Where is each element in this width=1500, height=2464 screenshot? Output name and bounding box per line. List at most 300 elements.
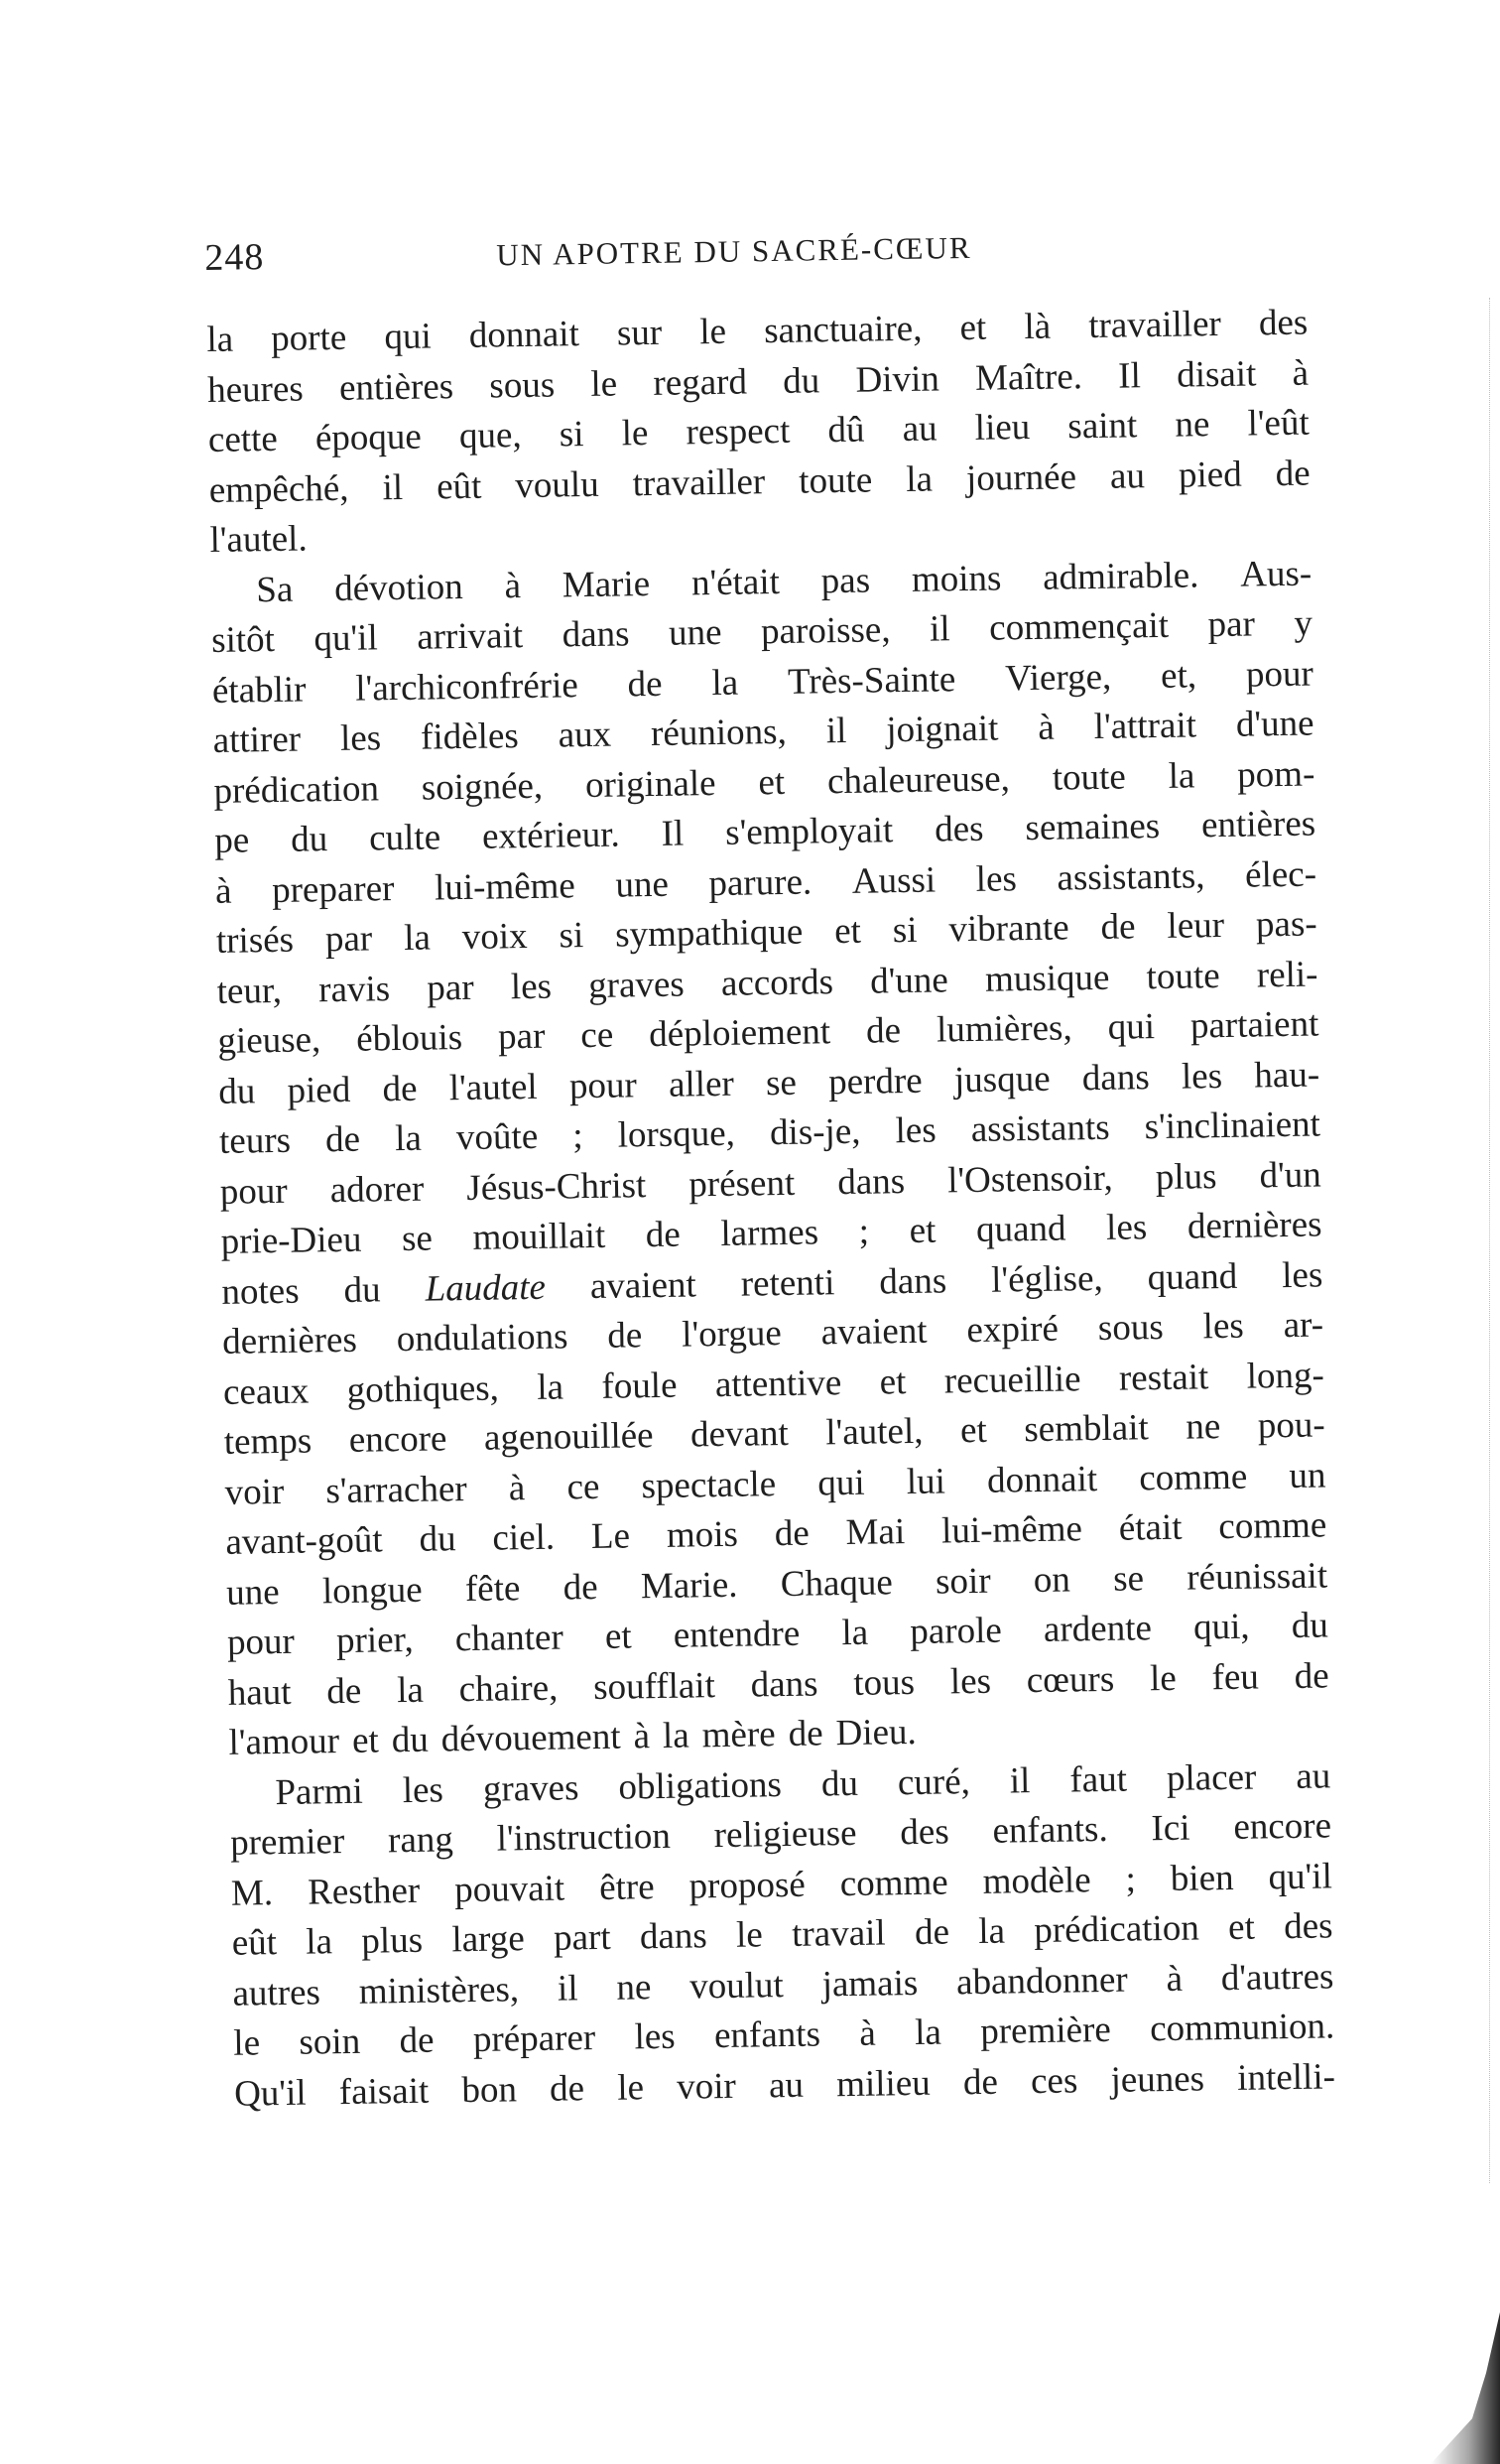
word: du <box>217 1070 256 1112</box>
word: si <box>559 414 584 455</box>
word: accords <box>720 961 834 1004</box>
word: l'eût <box>1247 402 1311 445</box>
word: et <box>758 761 786 803</box>
word: la <box>662 1715 690 1756</box>
word: pas <box>820 560 871 601</box>
word: de <box>962 2061 999 2103</box>
word: dans <box>639 1915 708 1958</box>
word: partaient <box>1189 1003 1319 1047</box>
word: et <box>604 1616 632 1657</box>
word: pour <box>568 1064 638 1106</box>
word: se <box>765 1062 798 1103</box>
word: Vierge, <box>1004 656 1112 699</box>
word: ardente <box>1043 1608 1153 1650</box>
word: à <box>504 565 522 606</box>
word: Marie <box>562 563 651 605</box>
word: qui <box>1107 1006 1156 1048</box>
word: eût <box>231 1922 278 1964</box>
word: du <box>391 1719 430 1761</box>
word: sous <box>1097 1306 1165 1350</box>
word: dans <box>836 1160 906 1203</box>
word: Très-Sainte <box>787 658 956 703</box>
word: curé, <box>897 1760 971 1803</box>
word: culte <box>368 817 441 859</box>
word: Laudate <box>425 1266 547 1310</box>
word: dis-je, <box>769 1110 861 1154</box>
word: pom- <box>1236 753 1315 796</box>
word: ondulations <box>396 1316 568 1361</box>
word: respect <box>686 410 791 454</box>
word: gothiques, <box>346 1367 500 1411</box>
word: à <box>633 1716 651 1757</box>
word: le <box>590 363 618 405</box>
word: dévouement <box>440 1716 621 1760</box>
word: Qu'il <box>233 2072 307 2115</box>
body-text <box>206 299 1335 2120</box>
word: les <box>895 1109 937 1152</box>
word: les <box>634 2015 676 2058</box>
word: avant-goût <box>225 1519 383 1563</box>
word: chanter <box>454 1617 564 1660</box>
word: l'instruction <box>496 1815 672 1860</box>
word: la <box>305 1921 333 1963</box>
word: la <box>206 319 234 360</box>
word: expiré <box>966 1308 1060 1352</box>
word: Jésus-Christ <box>466 1164 647 1209</box>
word: que, <box>458 415 522 457</box>
word: donnait <box>468 314 580 356</box>
word: là <box>1024 306 1052 348</box>
word: entières <box>1200 803 1316 846</box>
word: à <box>1037 707 1056 748</box>
word: cette <box>207 418 279 460</box>
word: d'une <box>1235 703 1314 745</box>
word: les <box>510 966 553 1007</box>
word: Marie. <box>640 1564 738 1607</box>
word: semblait <box>1024 1407 1150 1451</box>
word: du <box>820 1762 859 1804</box>
running-title: UN APOTRE DU SACRÉ-CŒUR <box>496 229 972 273</box>
word: long- <box>1246 1354 1325 1397</box>
word: à <box>508 1467 526 1508</box>
word: plus <box>1155 1155 1217 1198</box>
word: Le <box>590 1515 631 1558</box>
page-edge-mark <box>1488 298 1490 2183</box>
word: trisés <box>215 919 295 962</box>
word: l'attrait <box>1093 705 1197 747</box>
word: saint <box>1067 405 1138 448</box>
word: la <box>396 1669 425 1711</box>
word: la <box>394 1117 423 1160</box>
word: notes <box>221 1270 300 1313</box>
word: Aussi <box>851 859 937 902</box>
word: communion. <box>1149 2006 1335 2050</box>
word: heures <box>206 367 305 411</box>
word: hau- <box>1254 1053 1320 1096</box>
word: le <box>616 2066 645 2109</box>
running-header <box>204 219 1305 296</box>
word: réunissait <box>1186 1554 1328 1599</box>
word: part <box>553 1916 611 1959</box>
word: sous <box>489 363 556 407</box>
word: ces <box>1030 2059 1078 2102</box>
word: quand <box>1147 1255 1238 1298</box>
word: comme <box>1218 1504 1327 1548</box>
word: l'autel. <box>209 518 308 561</box>
word: de <box>865 1010 902 1052</box>
word: et <box>1227 1906 1256 1949</box>
word: mois <box>666 1513 739 1556</box>
word: de <box>627 663 663 705</box>
word: chaleureuse, <box>826 757 1011 802</box>
word: Il <box>1117 354 1142 397</box>
word: ne <box>1185 1406 1221 1448</box>
word: du <box>290 819 328 860</box>
word: la <box>711 662 739 704</box>
word: milieu <box>835 2062 932 2105</box>
word: ce <box>566 1466 600 1507</box>
word: parole <box>910 1610 1003 1653</box>
word: au <box>1295 1754 1331 1797</box>
word: semaines <box>1025 805 1161 849</box>
word: sanctuaire, <box>763 308 923 352</box>
word: dans <box>1081 1056 1150 1099</box>
word: retenti <box>740 1261 835 1305</box>
word: de <box>549 2067 585 2110</box>
word: spectacle <box>641 1463 777 1506</box>
word: preparer <box>271 867 395 911</box>
word: prédication <box>1034 1907 1200 1952</box>
word: sur <box>616 312 663 354</box>
word: ceaux <box>222 1370 310 1413</box>
word: l'église, <box>990 1257 1104 1301</box>
word: époque <box>314 416 423 459</box>
word: de <box>382 1068 418 1109</box>
word: graves <box>587 964 686 1006</box>
word: assistants, <box>1057 854 1205 899</box>
word: voix <box>461 915 528 959</box>
word: la <box>914 2011 942 2053</box>
word: lui-même <box>940 1508 1083 1552</box>
word: des <box>934 808 984 850</box>
word: longue <box>321 1569 423 1612</box>
word: journée <box>965 455 1077 499</box>
word: l'orgue <box>681 1313 783 1356</box>
word: pour <box>226 1621 296 1663</box>
word: le <box>699 311 727 353</box>
word: eût <box>436 465 482 507</box>
word: d'une <box>869 959 949 1002</box>
word: par <box>324 918 373 961</box>
word: les <box>1281 1253 1323 1296</box>
word: arrivait <box>416 615 524 658</box>
word: et, <box>1160 654 1197 697</box>
word: enfants <box>713 2013 821 2057</box>
word: travail <box>791 1912 886 1955</box>
word: haut <box>227 1671 292 1714</box>
word: pou- <box>1257 1404 1325 1447</box>
word: un <box>1289 1454 1326 1496</box>
word: à <box>1166 1958 1184 2000</box>
word: s'arracher <box>325 1468 467 1511</box>
word: lui-même <box>434 864 576 908</box>
paragraph <box>229 1751 1335 2120</box>
word: préparer <box>472 2017 596 2060</box>
word: lui <box>906 1460 946 1502</box>
word: l'autel, <box>825 1410 924 1454</box>
word: éblouis <box>355 1017 463 1060</box>
word: M. <box>230 1872 274 1914</box>
word: de <box>1100 906 1136 948</box>
word: les <box>339 717 382 759</box>
word: ne <box>616 1966 652 2009</box>
word: pour <box>219 1170 289 1213</box>
word: fête <box>464 1567 521 1610</box>
word: enfants. <box>992 1808 1108 1852</box>
word: feu <box>1211 1656 1260 1698</box>
word: restait <box>1118 1356 1209 1399</box>
word: être <box>598 1866 655 1908</box>
word: les <box>949 1660 992 1702</box>
page-edge-shadow <box>1431 2312 1500 2464</box>
word: prédication <box>213 767 380 812</box>
word: Chaque <box>780 1561 894 1605</box>
word: Mai <box>845 1511 906 1554</box>
paragraph <box>206 299 1312 567</box>
word: Aus- <box>1239 553 1312 595</box>
word: Divin <box>855 357 940 401</box>
word: le <box>1149 1657 1178 1699</box>
word: prier, <box>335 1619 414 1662</box>
word: joignait <box>885 708 999 751</box>
word: déploiement <box>648 1011 831 1056</box>
word: l'amour <box>228 1721 340 1763</box>
word: par <box>427 967 474 1009</box>
word: premier <box>229 1821 345 1864</box>
word: plus <box>361 1919 424 1962</box>
word: bien <box>1170 1857 1234 1899</box>
word: ce <box>580 1014 614 1057</box>
word: ne <box>1175 404 1210 446</box>
word: présent <box>688 1162 796 1205</box>
word: pour <box>1245 653 1314 696</box>
word: qu'il <box>313 617 379 660</box>
word: la <box>841 1612 869 1654</box>
word: modèle <box>982 1859 1091 1902</box>
word: élec- <box>1244 852 1317 896</box>
word: ciel. <box>492 1516 556 1559</box>
word: les <box>402 1768 444 1811</box>
word: la <box>905 458 934 500</box>
word: il <box>557 1967 578 2010</box>
word: des <box>1258 302 1309 344</box>
word: s'inclinaient <box>1144 1103 1321 1148</box>
word: ravis <box>317 968 391 1010</box>
word: rang <box>387 1819 454 1862</box>
word: Sa <box>256 569 294 610</box>
word: cœurs <box>1026 1658 1115 1701</box>
word: et <box>879 1361 907 1402</box>
word: jamais <box>821 1962 919 2005</box>
word: abandonner <box>955 1959 1128 2003</box>
word: voir <box>224 1471 285 1513</box>
word: et <box>909 1210 937 1251</box>
word: chaire, <box>458 1667 559 1710</box>
word: graves <box>482 1766 579 1810</box>
word: de <box>645 1214 682 1256</box>
word: aller <box>668 1063 735 1105</box>
word: parure. <box>708 860 812 904</box>
paragraph <box>210 549 1330 1768</box>
word: Resther <box>307 1870 421 1913</box>
word: dévotion <box>333 566 463 609</box>
word: donnait <box>986 1458 1098 1501</box>
word: sympathique <box>614 911 804 956</box>
word: des <box>900 1811 950 1854</box>
word: dans <box>879 1259 947 1302</box>
word: agenouillée <box>483 1415 654 1459</box>
word: admirable. <box>1042 554 1199 598</box>
word: prie-Dieu <box>220 1219 362 1262</box>
word: ; <box>858 1211 870 1252</box>
word: vibrante <box>948 907 1069 951</box>
word: comme <box>839 1861 948 1904</box>
word: n'était <box>690 561 781 603</box>
word: voulut <box>688 1964 785 2008</box>
word: il <box>825 710 847 752</box>
word: teurs <box>218 1119 292 1162</box>
word: de <box>399 2019 435 2062</box>
word: dans <box>750 1662 818 1706</box>
word: regard <box>653 360 748 404</box>
word: adorer <box>329 1168 425 1211</box>
word: gieuse, <box>217 1019 321 1062</box>
word: encore <box>1233 1805 1332 1848</box>
word: au <box>902 408 938 450</box>
word: de <box>1294 1654 1329 1697</box>
word: au <box>768 2064 805 2106</box>
word: du <box>343 1268 381 1311</box>
word: de <box>324 1118 361 1161</box>
word: les <box>1181 1055 1223 1098</box>
word: lumières, <box>936 1007 1072 1051</box>
word: par <box>1207 603 1256 646</box>
word: et <box>959 1409 988 1452</box>
word: du <box>1291 1605 1329 1646</box>
word: de <box>326 1670 362 1712</box>
word: ar- <box>1283 1304 1324 1347</box>
word: de <box>914 1911 950 1953</box>
word: lorsque, <box>617 1112 736 1156</box>
word: se <box>401 1218 434 1260</box>
word: toute <box>798 458 873 502</box>
word: devant <box>689 1412 790 1456</box>
word: à <box>214 870 232 912</box>
word: tous <box>852 1661 916 1704</box>
word: soir <box>935 1560 991 1603</box>
word: dernières <box>1187 1204 1322 1247</box>
word: s'employait <box>724 810 894 853</box>
word: ministères, <box>358 1968 520 2012</box>
word: à <box>1292 352 1310 394</box>
page-number: 248 <box>204 236 265 279</box>
word: le <box>233 2022 261 2064</box>
word: empêché, <box>208 467 349 511</box>
word: placer <box>1166 1756 1257 1799</box>
word: lieu <box>974 406 1031 449</box>
word: d'un <box>1259 1153 1322 1196</box>
word: foule <box>601 1364 678 1407</box>
word: qui, <box>1192 1606 1250 1648</box>
word: voulu <box>515 463 599 506</box>
word: commençait <box>988 604 1170 649</box>
word: il <box>382 466 404 508</box>
word: comme <box>1138 1456 1248 1498</box>
word: y <box>1294 602 1313 644</box>
word: Ici <box>1151 1807 1190 1850</box>
word: de <box>607 1315 643 1357</box>
word: voûte <box>455 1115 539 1159</box>
word: les <box>1105 1207 1148 1248</box>
word: encore <box>348 1418 447 1461</box>
word: larmes <box>720 1212 819 1254</box>
word: établir <box>211 668 307 712</box>
word: de <box>774 1512 811 1555</box>
word: qui <box>817 1462 865 1503</box>
word: mouillait <box>472 1215 606 1258</box>
word: si <box>892 909 918 952</box>
word: reli- <box>1256 953 1318 995</box>
word: pas- <box>1255 903 1317 946</box>
word: attentive <box>714 1362 842 1405</box>
word: le <box>621 413 649 454</box>
word: aux <box>558 713 612 756</box>
word: avaient <box>820 1310 928 1354</box>
word: réunions, <box>650 711 788 755</box>
word: ; <box>571 1115 583 1157</box>
word: dû <box>827 409 865 452</box>
word: porte <box>270 317 347 359</box>
word: avaient <box>589 1263 697 1307</box>
word: une <box>225 1571 280 1614</box>
word: par <box>497 1015 546 1058</box>
word: sitôt <box>210 618 276 661</box>
word: la <box>977 1910 1006 1952</box>
word: fidèles <box>420 715 520 758</box>
word: bon <box>461 2068 518 2111</box>
word: jeunes <box>1110 2057 1205 2101</box>
word: extérieur. <box>481 814 621 857</box>
word: assistants <box>970 1106 1110 1150</box>
word: dernières <box>221 1319 358 1362</box>
word: soignée, <box>421 765 544 809</box>
word: toute <box>1146 955 1220 997</box>
word: pied <box>1178 454 1242 496</box>
word: soin <box>299 2020 361 2063</box>
word: à <box>859 2012 877 2054</box>
word: intelli- <box>1236 2055 1336 2099</box>
word: recueillie <box>943 1358 1081 1401</box>
word: la <box>403 917 432 959</box>
word: religieuse <box>713 1812 857 1857</box>
word: attirer <box>212 718 302 761</box>
word: moins <box>911 557 1002 600</box>
word: proposé <box>688 1864 807 1907</box>
word: travailler <box>1087 303 1222 347</box>
word: l'autel <box>448 1066 538 1108</box>
word: autres <box>232 1971 321 2014</box>
word: qui <box>384 316 433 358</box>
